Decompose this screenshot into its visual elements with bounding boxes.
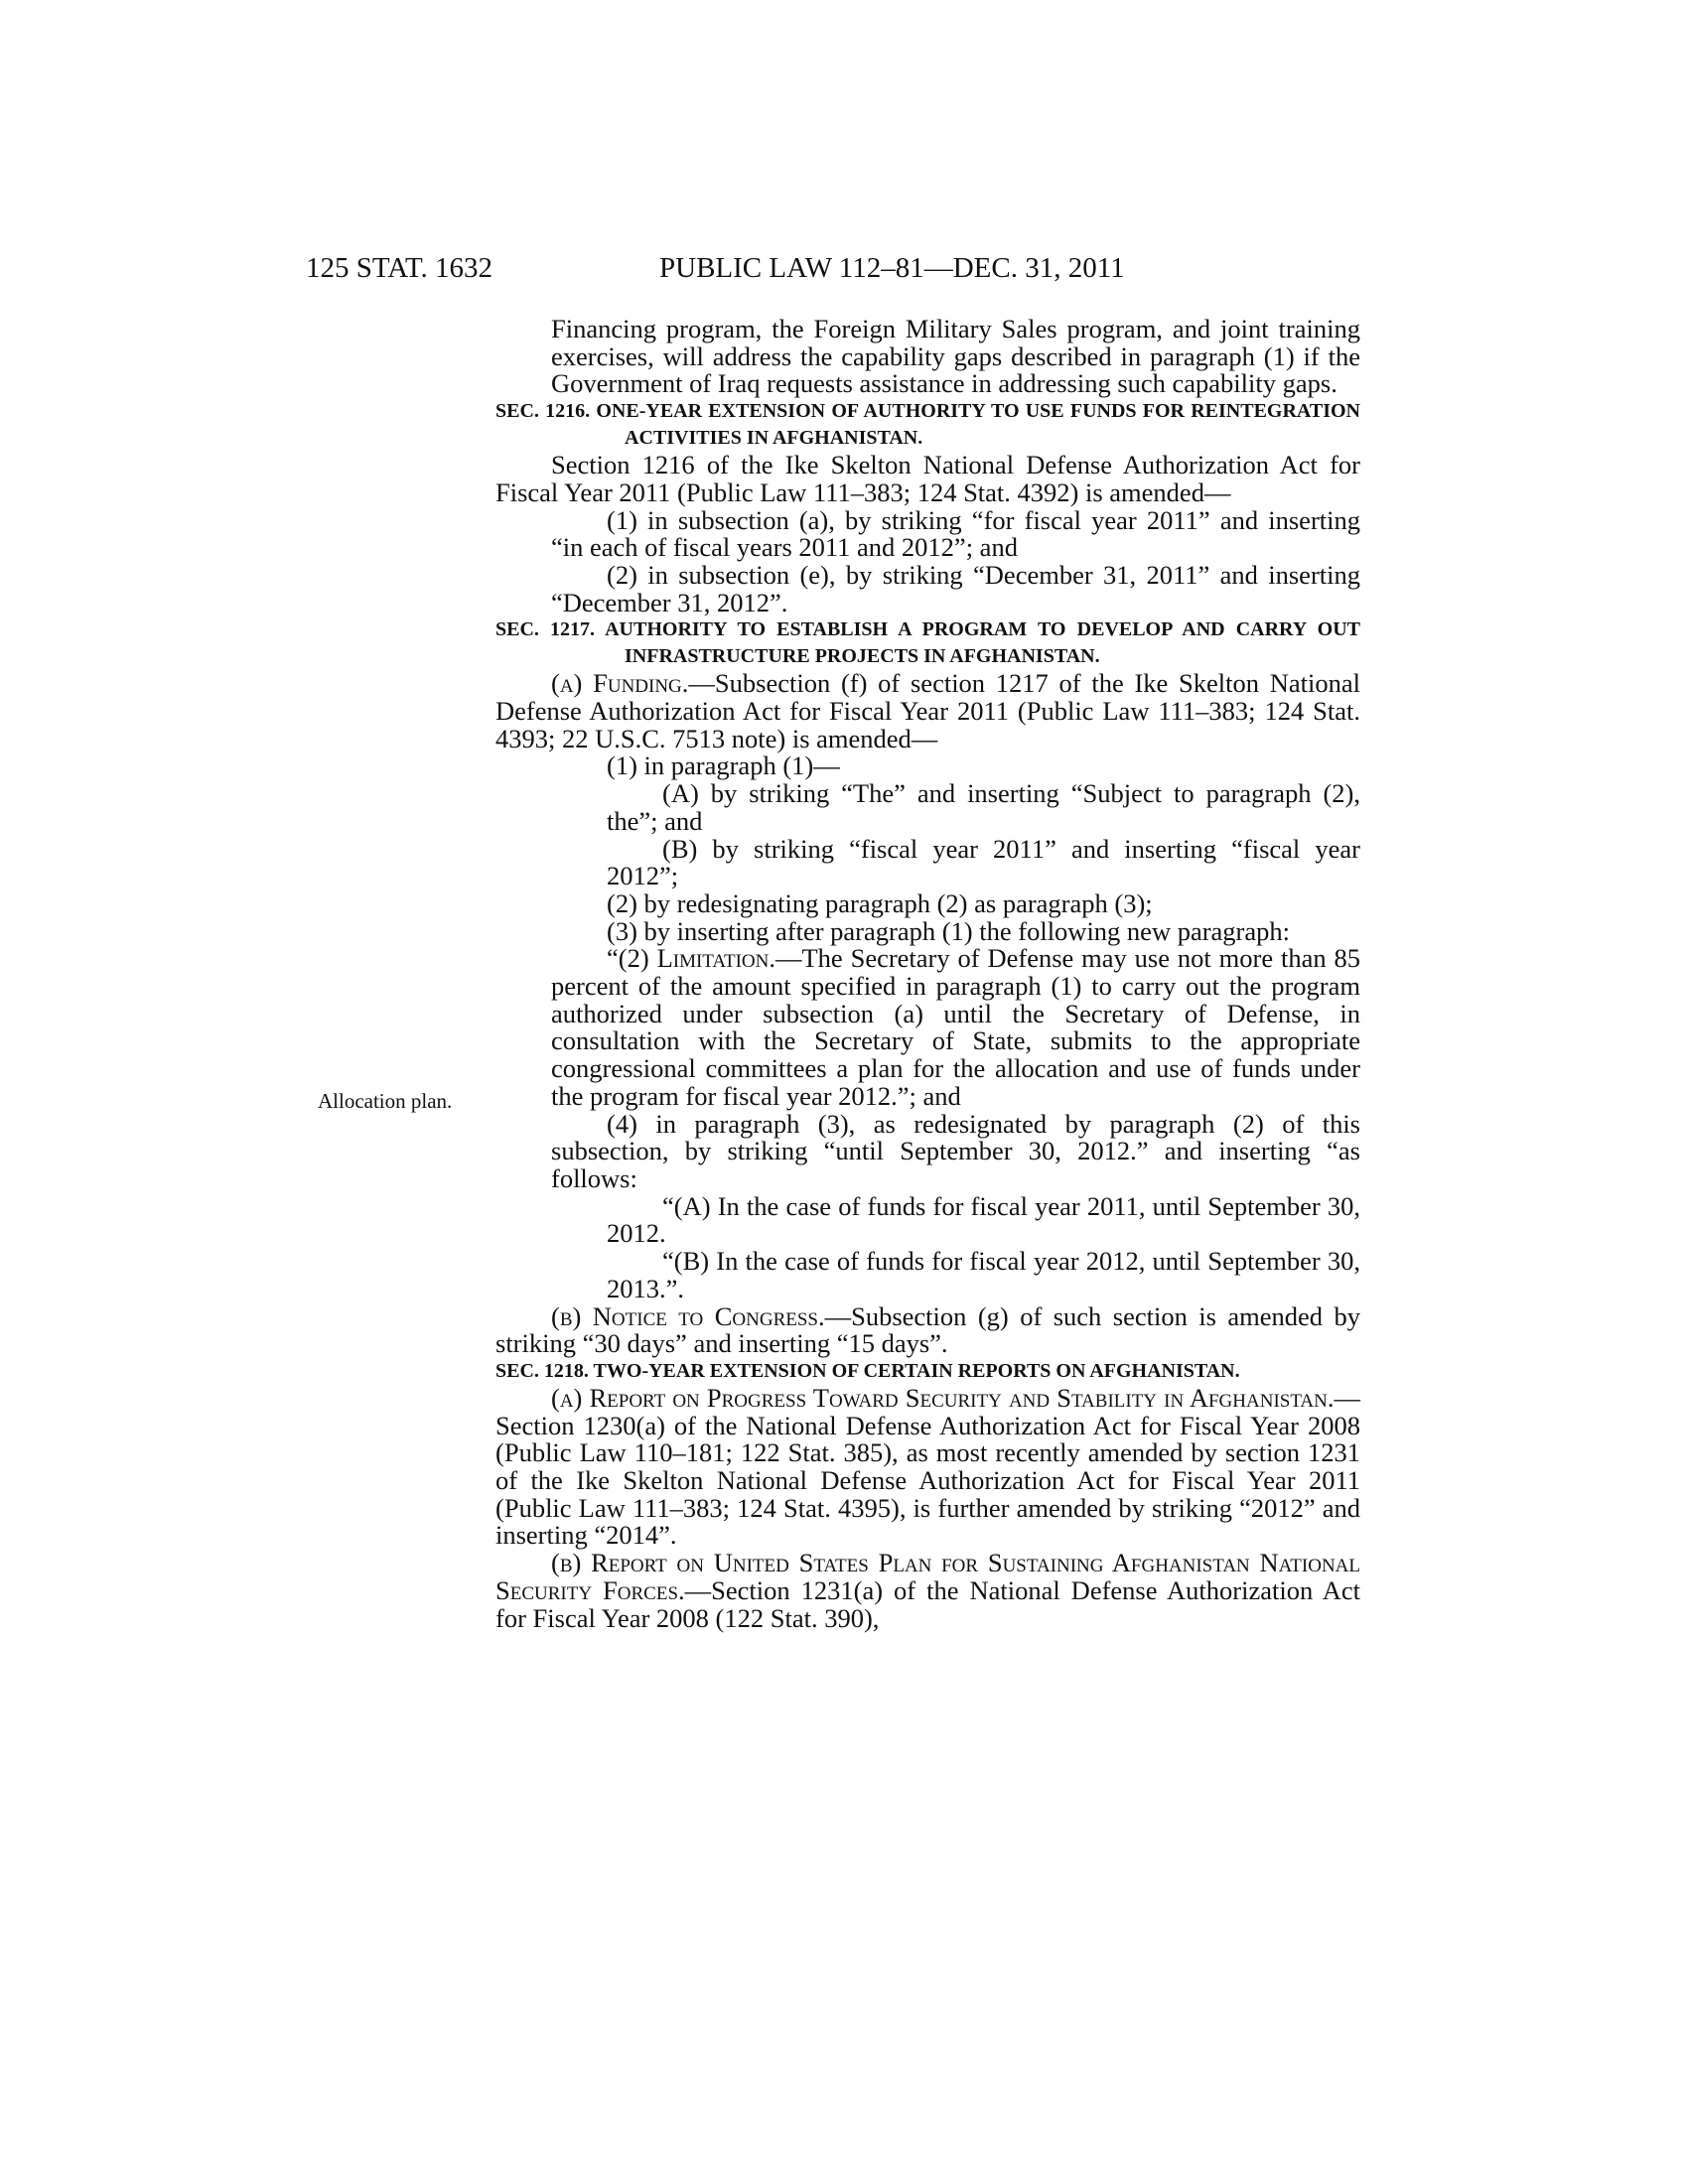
section-1217-paragraph-2: (2) by redesignating paragraph (2) as paragraph (3); [607, 887, 1153, 918]
section-1217-paragraph-3: (3) by inserting after paragraph (1) the following new paragraph: [607, 915, 1291, 946]
section-1217-subsection-a [495, 670, 1360, 752]
subsection-b-report-label: (b) Report on United States Plan for Sustaining Afghanistan National Security Forces. [495, 1548, 1360, 1605]
section-1218-heading: SEC. 1218. TWO-YEAR EXTENSION OF CERTAIN REPORTS ON AFGHANISTAN. [495, 1359, 1240, 1382]
limitation-open-quote: “(2) [607, 943, 657, 974]
section-1217-subsection-b [495, 1300, 1360, 1359]
section-1217-quoted-B: “(B) In the case of funds for fiscal year 2012, until September 30, 2013.”. [607, 1246, 1360, 1303]
public-law-reference: PUBLIC LAW 112–81—DEC. 31, 2011 [659, 252, 1125, 284]
section-1217-heading: SEC. 1217. AUTHORITY TO ESTABLISH A PROGRAM TO DEVELOP AND CARRY OUT INFRASTRUCTURE PROJECTS IN AFGHANISTAN. [495, 618, 1360, 668]
section-1217-limitation-paragraph [551, 945, 1360, 1110]
margin-note-allocation-plan: Allocation plan. [318, 1089, 453, 1113]
subsection-a-report-text: —Section 1230(a) of the National Defense Authorization Act for Fiscal Year 2008 (Public Law 110–181; 122 Stat. 385), as most recently amended by section 1231 of the Ike Skelton National Defense Authorization Act for Fiscal Year 2011 (Public Law 111–383; 124 Stat. 4395), is further amended by striking “2012” and inserting “2014”. [495, 1382, 1360, 1551]
section-1218-subsection-b [495, 1550, 1360, 1632]
limitation-text: —The Secretary of Defense may use not more than 85 percent of the amount specified in paragraph (1) to carry out the program authorized under subsection (a) until the Secretary of Defense, in consultation with the Secretary of State, submits to the appropriate congressional committees a plan for the allocation and use of funds under the program for fiscal year 2012.”; and [551, 943, 1360, 1111]
statute-page-reference: 125 STAT. 1632 [306, 252, 493, 284]
section-1216-item-1: (1) in subsection (a), by striking “for fiscal year 2011” and inserting “in each of fiscal years 2011 and 2012”; and [551, 504, 1360, 563]
section-1216-item-2: (2) in subsection (e), by striking “December 31, 2011” and inserting “December 31, 2012”. [551, 559, 1360, 617]
continuation-paragraph: Financing program, the Foreign Military Sales program, and joint training exercises, will address the capability gaps described in paragraph (1) if the Government of Iraq requests assistance in addressing such capability gaps. [551, 314, 1360, 399]
running-head [0, 248, 1688, 288]
section-1217-quoted-A: “(A) In the case of funds for fiscal year 2011, until September 30, 2012. [607, 1190, 1360, 1249]
main-text-column [495, 316, 1360, 1632]
section-1216-intro: Section 1216 of the Ike Skelton National Defense Authorization Act for Fiscal Year 2011 (Public Law 111–383; 124 Stat. 4392) is amended— [495, 450, 1360, 507]
section-1217-paragraph-1A: (A) by striking “The” and inserting “Subject to paragraph (2), the”; and [607, 778, 1360, 836]
limitation-label: Limitation. [656, 943, 775, 974]
subsection-b-notice-label: (b) Notice to Congress. [551, 1300, 825, 1331]
section-1217-paragraph-4: (4) in paragraph (3), as redesignated by paragraph (2) of this subsection, by striking “until September 30, 2012.” and inserting “as follows: [551, 1108, 1360, 1193]
section-1218-subsection-a [495, 1382, 1360, 1551]
subsection-b-notice-text: —Subsection (g) of such section is amended by striking “30 days” and inserting “15 days”. [495, 1300, 1360, 1359]
subsection-b-report-text: —Section 1231(a) of the National Defense Authorization Act for Fiscal Year 2008 (122 Stat. 390), [495, 1574, 1360, 1633]
subsection-a-funding-text: —Subsection (f) of section 1217 of the Ike Skelton National Defense Authorization Act for Fiscal Year 2011 (Public Law 111–383; 124 Stat. 4393; 22 U.S.C. 7513 note) is amended— [495, 668, 1361, 753]
section-1216-heading: SEC. 1216. ONE-YEAR EXTENSION OF AUTHORITY TO USE FUNDS FOR REINTEGRATION ACTIVITIES IN AFGHANISTAN. [495, 400, 1360, 450]
section-1217-paragraph-1: (1) in paragraph (1)— [607, 751, 840, 781]
subsection-a-funding-label: (a) Funding. [551, 668, 689, 699]
section-1217-paragraph-1B: (B) by striking “fiscal year 2011” and inserting “fiscal year 2012”; [607, 833, 1360, 891]
subsection-a-report-label: (a) Report on Progress Toward Security and Stability in Afghanistan. [551, 1382, 1335, 1413]
